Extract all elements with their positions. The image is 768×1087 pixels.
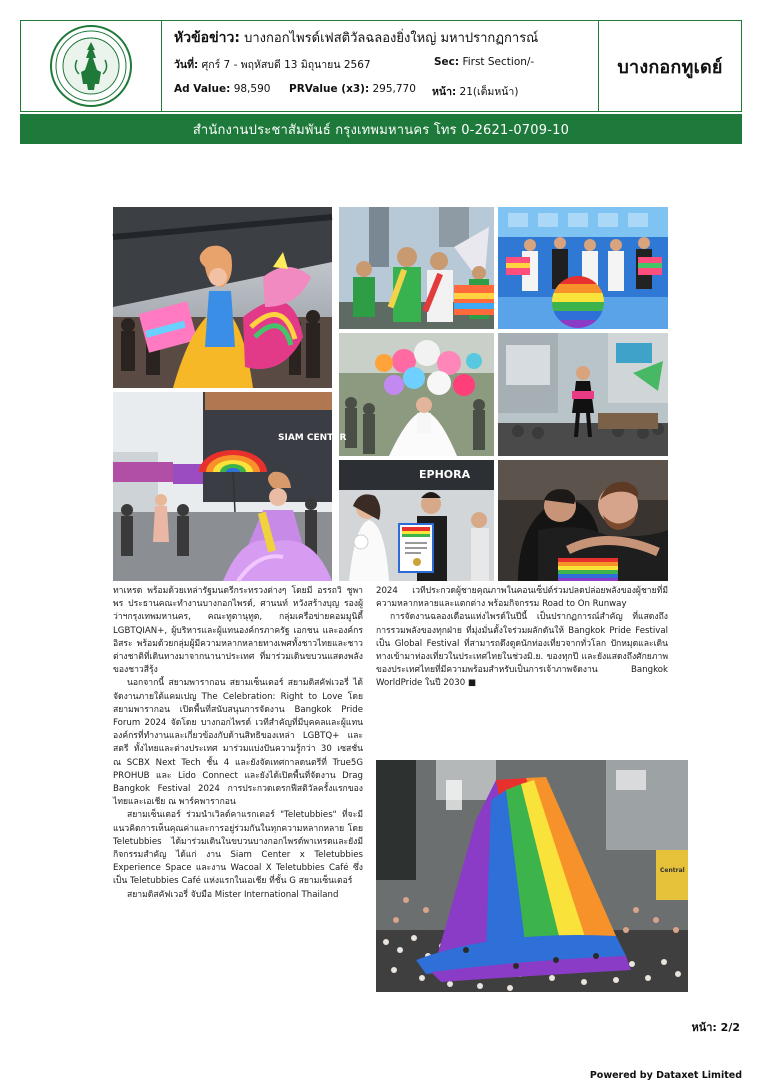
- col2-paragraph-1: 2024 เวทีประกวดผู้ชายคุณภาพในคอนเซ็ปต์ร่วมปลดปล่อยพลังของผู้ชายที่มีความหลากหลายและแตกต่าง พร้อมกิจกรรม Road to On Runway: [376, 586, 668, 610]
- col1-paragraph-4: สยามดิสคัฟเวอรี่ จับมือ Mister International Thailand: [127, 889, 339, 900]
- date-label: วันที่:: [174, 59, 199, 71]
- photo-bride-balloons: [339, 333, 494, 456]
- headline-row: [174, 27, 598, 49]
- photo-rainbow-flag-parade: [376, 760, 688, 992]
- pr-value: 295,770: [372, 83, 416, 95]
- logo-cell: [21, 21, 162, 111]
- headline-value: บางกอกไพรด์เฟสติวัลฉลองยิ่งใหญ่ มหาปรากฏการณ์: [244, 31, 539, 46]
- clipping-header: [20, 20, 742, 112]
- ad-value-label: Ad Value:: [174, 83, 231, 95]
- office-contact: สำนักงานประชาสัมพันธ์ กรุงเทพมหานคร โทร 0-2621-0709-10: [192, 122, 570, 138]
- page-field: [432, 83, 518, 100]
- photo-stage-performer: [498, 333, 668, 456]
- publication-name: บางกอกทูเดย์: [617, 56, 723, 78]
- col2-paragraph-2: การจัดงานฉลองเดือนแห่งไพรด์ในปีนี้ เป็นปรากฏการณ์สำคัญ ที่แสดงถึงการรวมพลังของทุกฝ่าย ที่มุ่งมั่นตั้งใจร่วมผลักดันให้ Bangkok Pride Festival เป็น Global Festival ที่สามารถดึงดูดนักท่องเที่ยวจากทั่วโลก ปักหมุดและเดินทางเข้ามาท่องเที่ยวในประเทศไทยในช่วงมิ.ย. ของทุกปี และยังแสดงถึงศักยภาพของประเทศไทยที่มีความพร้อมสำหรับเป็นการเจ้าภาพจัดงาน Bangkok WorldPride ในปี 2030 ■: [376, 612, 668, 689]
- photo-drag-performers: [113, 207, 332, 388]
- info-cell: [162, 21, 599, 111]
- page-label: หน้า:: [432, 86, 457, 98]
- article-column-2: [376, 585, 668, 691]
- pr-value-field: [289, 83, 416, 95]
- section-value: First Section/-: [462, 56, 535, 68]
- pr-value-label: PRValue (x3):: [289, 83, 370, 95]
- section-label: Sec:: [434, 56, 460, 68]
- date-value: ศุกร์ 7 - พฤหัสบดี 13 มิถุนายน 2567: [201, 59, 371, 71]
- photo-wedding-certificate: [339, 460, 494, 581]
- photo-group-balloon: [498, 207, 668, 329]
- article-column-1: [113, 585, 363, 902]
- ad-value: 98,590: [233, 83, 271, 95]
- headline-label: หัวข้อข่าว:: [174, 30, 240, 46]
- mall-sign: SIAM CENTER: [278, 433, 347, 443]
- publication-cell: [599, 21, 741, 111]
- bma-seal-icon: [49, 24, 133, 108]
- store-sign: EPHORA: [419, 468, 471, 481]
- photo-siam-center-parade: [113, 392, 347, 581]
- page-counter: หน้า: 2/2: [691, 1021, 740, 1034]
- value-row: [174, 83, 598, 99]
- col1-paragraph-3: สยามเซ็นเตอร์ ร่วมนำเวิลด์คาแรกเตอร์ "Teletubbies" ที่จะมีแนวคิดการเห็นคุณค่าและการอยู่ร่วมกันในทุกความหลากหลาย โดย Teletubbies ได้มาร่วมเดินในขบวนบางกอกไพรด์พาเหรดและยังมีกิจกรรมสำคัญ ได้แก่ งาน Siam Center x Teletubbies Experience Space และงาน Wacoal X Teletubbies Café ซึ่งเป็น Teletubbies Café แห่งแรกในเอเชีย ที่ชั้น G สยามเซ็นเตอร์: [113, 810, 363, 887]
- office-bar: [20, 114, 742, 144]
- col1-paragraph-1: ทาเหรด พร้อมด้วยเหล่ารัฐมนตรีกระทรวงต่างๆ โดยมี อรรถวิ ชูพาพร ประธานคณะทำงานบางกอกไพรด์, ศานนท์ หวังสร้างบุญ รองผู้ว่าฯกรุงเทพมหานคร, คณะทูตานุทูต, กลุ่มเครือข่ายคอมมูนิตี้ LGBTQIAN+, ผู้บริหารและผู้แทนองค์กรภาครัฐ เอกชน และองค์กรอิสระ พร้อมด้วยกลุ่มผู้มีความหลากหลายทางเพศทั้งชาวไทยและชาวต่างชาติที่เดินทางมาจากนานาประเทศ ที่มาร่วมเดินขบวนแสดงพลังของชาวสีรุ้ง: [113, 586, 363, 676]
- page-value: 21(เต็มหน้า): [459, 86, 519, 98]
- photo-officials-green: [339, 207, 494, 329]
- date-row: [174, 56, 598, 72]
- shop-sign: Central: [660, 867, 685, 874]
- powered-by: Powered by Dataxet Limited: [589, 1070, 742, 1081]
- photo-embrace: [498, 460, 668, 581]
- section-field: [434, 56, 534, 68]
- col1-paragraph-2: นอกจากนี้ สยามพารากอน สยามเซ็นเตอร์ สยามดิสคัฟเวอรี่ ได้จัดงานภายใต้แคมเปญ The Celebration: Right to Love โดย สยามพารากอน เปิดพื้นที่สนับสนุนการจัดงาน Bangkok Pride Forum 2024 จัดโดย บางกอกไพรด์ เวทีสำคัญที่มีบุคคลและผู้แทนองค์กรที่ทำงานและเกี่ยวข้องกับด้านสิทธิของเหล่า LGBTQ+ และสตรี ทั้งไทยและต่างประเทศ มาร่วมแบ่งปันความรู้กว่า 30 เซสชั่น ณ SCBX Next Tech ชั้น 4 และยังจัดเทศกาลดนตรีที่ True5G PROHUB และ Lido Connect และยังได้เปิดพื้นที่จัดงาน Drag Bangkok Festival 2024 การประกวดเดรกฟีสติวัลครั้งแรกของไทยและเอเชีย ณ พาร์คพารากอน: [113, 678, 363, 808]
